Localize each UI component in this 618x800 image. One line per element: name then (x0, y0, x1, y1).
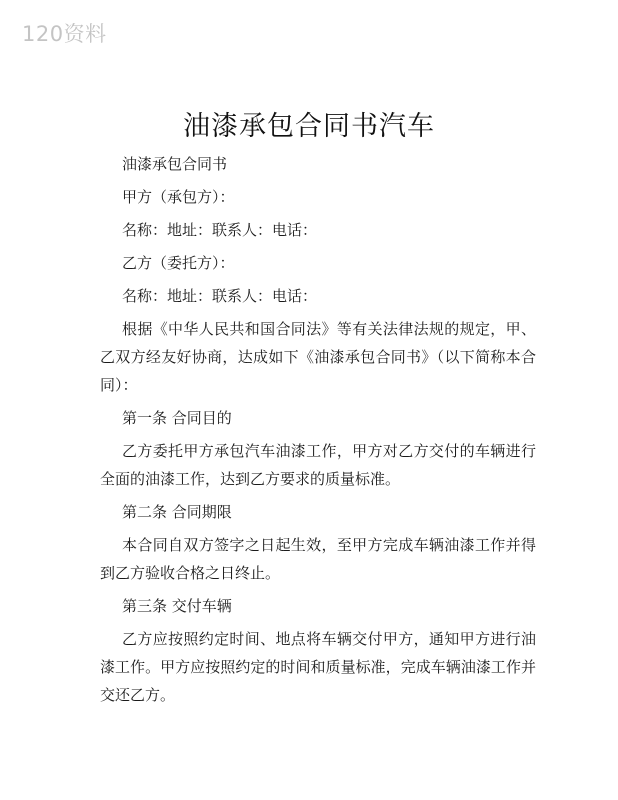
watermark-logo: 120资料 (22, 22, 107, 46)
article-1-heading: 第一条 合同目的 (122, 409, 232, 427)
paragraph-party-b-info: 名称：地址：联系人：电话： (122, 287, 318, 305)
paragraph-party-a: 甲方（承包方）： (122, 188, 235, 206)
article-1-body: 乙方委托甲方承包汽车油漆工作，甲方对乙方交付的车辆进行全面的油漆工作，达到乙方要求的质量标准。 (100, 442, 536, 488)
paragraph-contract-name: 油漆承包合同书 (122, 155, 228, 173)
article-2-heading: 第二条 合同期限 (122, 503, 232, 521)
article-3-heading: 第三条 交付车辆 (122, 597, 232, 615)
document-title: 油漆承包合同书汽车 (183, 111, 435, 142)
document-body (100, 150, 536, 714)
paragraph-party-a-info: 名称：地址：联系人：电话： (122, 221, 318, 239)
article-2-body: 本合同自双方签字之日起生效，至甲方完成车辆油漆工作并得到乙方验收合格之日终止。 (100, 536, 536, 582)
article-3-body: 乙方应按照约定时间、地点将车辆交付甲方，通知甲方进行油漆工作。甲方应按照约定的时间和质量标准，完成车辆油漆工作并交还乙方。 (100, 630, 536, 704)
paragraph-preamble: 根据《中华人民共和国合同法》等有关法律法规的规定，甲、乙双方经友好协商，达成如下《油漆承包合同书》（以下简称本合同）： (100, 320, 536, 394)
paragraph-party-b: 乙方（委托方）： (122, 254, 235, 272)
